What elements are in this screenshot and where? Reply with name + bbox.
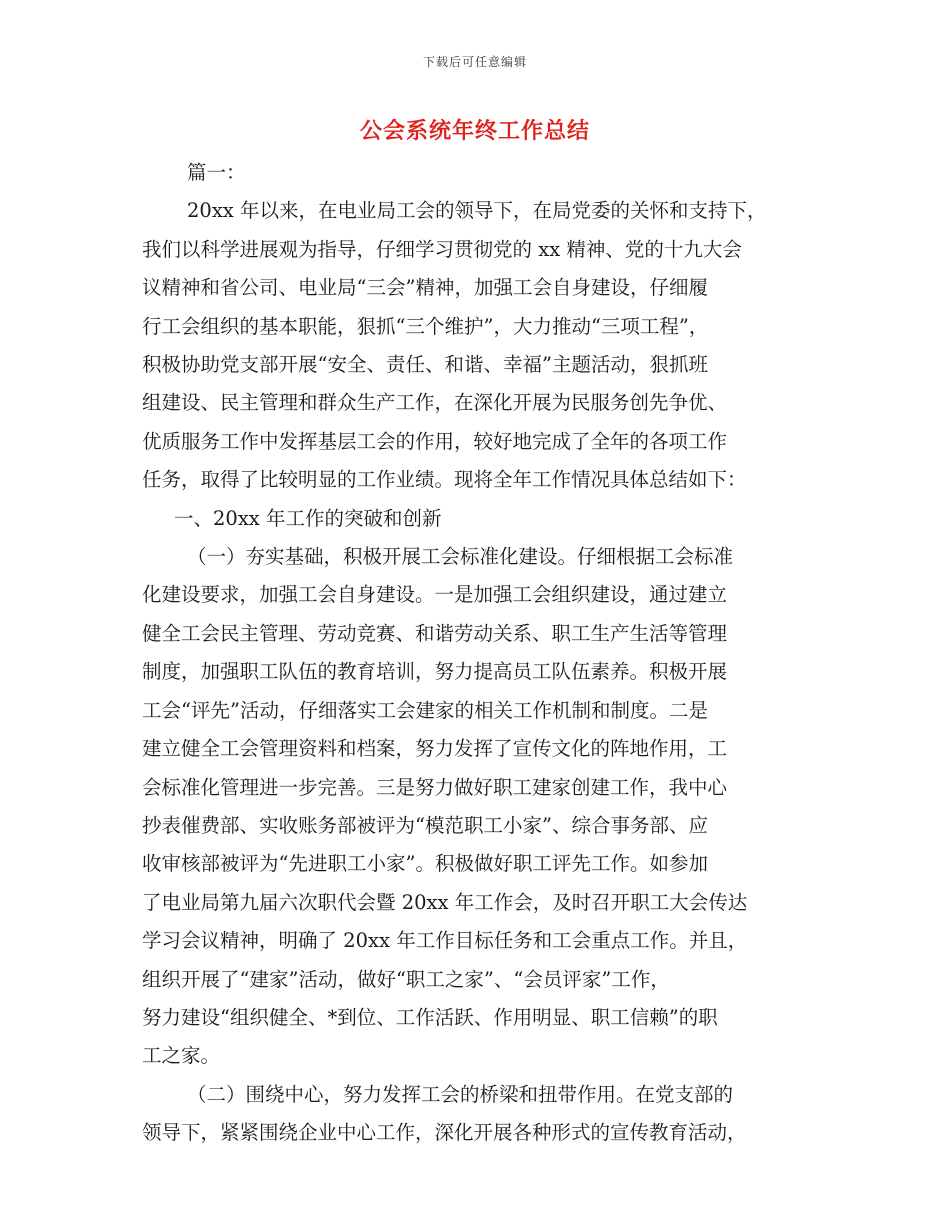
text-line: 健全工会民主管理、劳动竞赛、和谐劳动关系、职工生产生活等管理 — [142, 621, 728, 645]
section-label: 篇一： — [187, 161, 246, 184]
text-line: 建立健全工会管理资料和档案，努力发挥了宣传文化的阵地作用，工 — [142, 737, 728, 761]
text-line: 工会“评先”活动，仔细落实工会建家的相关工作机制和制度。二是 — [142, 698, 708, 722]
section-heading: 一、20xx 年工作的突破和创新 — [174, 506, 442, 530]
page-header-note: 下载后可任意编辑 — [422, 55, 527, 69]
text-line: 努力建设“组织健全、*到位、工作活跃、作用明显、职工信赖”的职 — [142, 1005, 718, 1029]
paragraph-intro — [142, 192, 810, 499]
text-line: 组织开展了“建家”活动，做好“职工之家”、“会员评家”工作， — [142, 967, 670, 991]
text-line: 会标准化管理进一步完善。三是努力做好职工建家创建工作，我中心 — [142, 775, 728, 799]
text-line: 领导下，紧紧围绕企业中心工作，深化开展各种形式的宣传教育活动， — [142, 1121, 747, 1145]
text-line: 学习会议精神，明确了 20xx 年工作目标任务和工会重点工作。并且， — [142, 929, 748, 953]
text-line: （二）围绕中心，努力发挥工会的桥梁和扭带作用。在党支部的 — [187, 1082, 734, 1106]
text-line: （一）夯实基础，积极开展工会标准化建设。仔细根据工会标准 — [187, 545, 734, 569]
text-line: 议精神和省公司、电业局“三会”精神，加强工会自身建设，仔细履 — [142, 276, 708, 300]
text-line: 组建设、民主管理和群众生产工作，在深化开展为民服务创先争优、 — [142, 391, 728, 415]
text-line: 化建设要求，加强工会自身建设。一是加强工会组织建设，通过建立 — [142, 583, 728, 607]
text-line: 积极协助党支部开展“安全、责任、和谐、幸福”主题活动，狠抓班 — [142, 353, 708, 377]
text-line: 工之家。 — [142, 1044, 221, 1068]
paragraph-bridge-role — [142, 1076, 810, 1153]
text-line: 行工会组织的基本职能，狠抓“三个维护”，大力推动“三项工程”， — [142, 314, 709, 338]
text-line: 制度，加强职工队伍的教育培训，努力提高员工队伍素养。积极开展 — [142, 660, 728, 684]
document-title: 公会系统年终工作总结 — [359, 118, 590, 144]
text-line: 收审核部被评为“先进职工小家”。积极做好职工评先工作。如参加 — [142, 852, 708, 876]
text-line: 我们以科学进展观为指导，仔细学习贯彻党的 xx 精神、党的十九大会 — [142, 237, 742, 261]
text-line: 抄表催费部、实收账务部被评为“模范职工小家”、综合事务部、应 — [142, 813, 708, 837]
document-body — [142, 154, 810, 1153]
text-line: 20xx 年以来，在电业局工会的领导下，在局党委的关怀和支持下， — [187, 199, 767, 223]
text-line: 任务，取得了比较明显的工作业绩。现将全年工作情况具体总结如下： — [142, 468, 747, 492]
text-line: 优质服务工作中发挥基层工会的作用，较好地完成了全年的各项工作 — [142, 429, 728, 453]
text-line: 了电业局第九届六次职代会暨 20xx 年工作会，及时召开职工大会传达 — [142, 890, 748, 914]
paragraph-standardization — [142, 538, 810, 1076]
